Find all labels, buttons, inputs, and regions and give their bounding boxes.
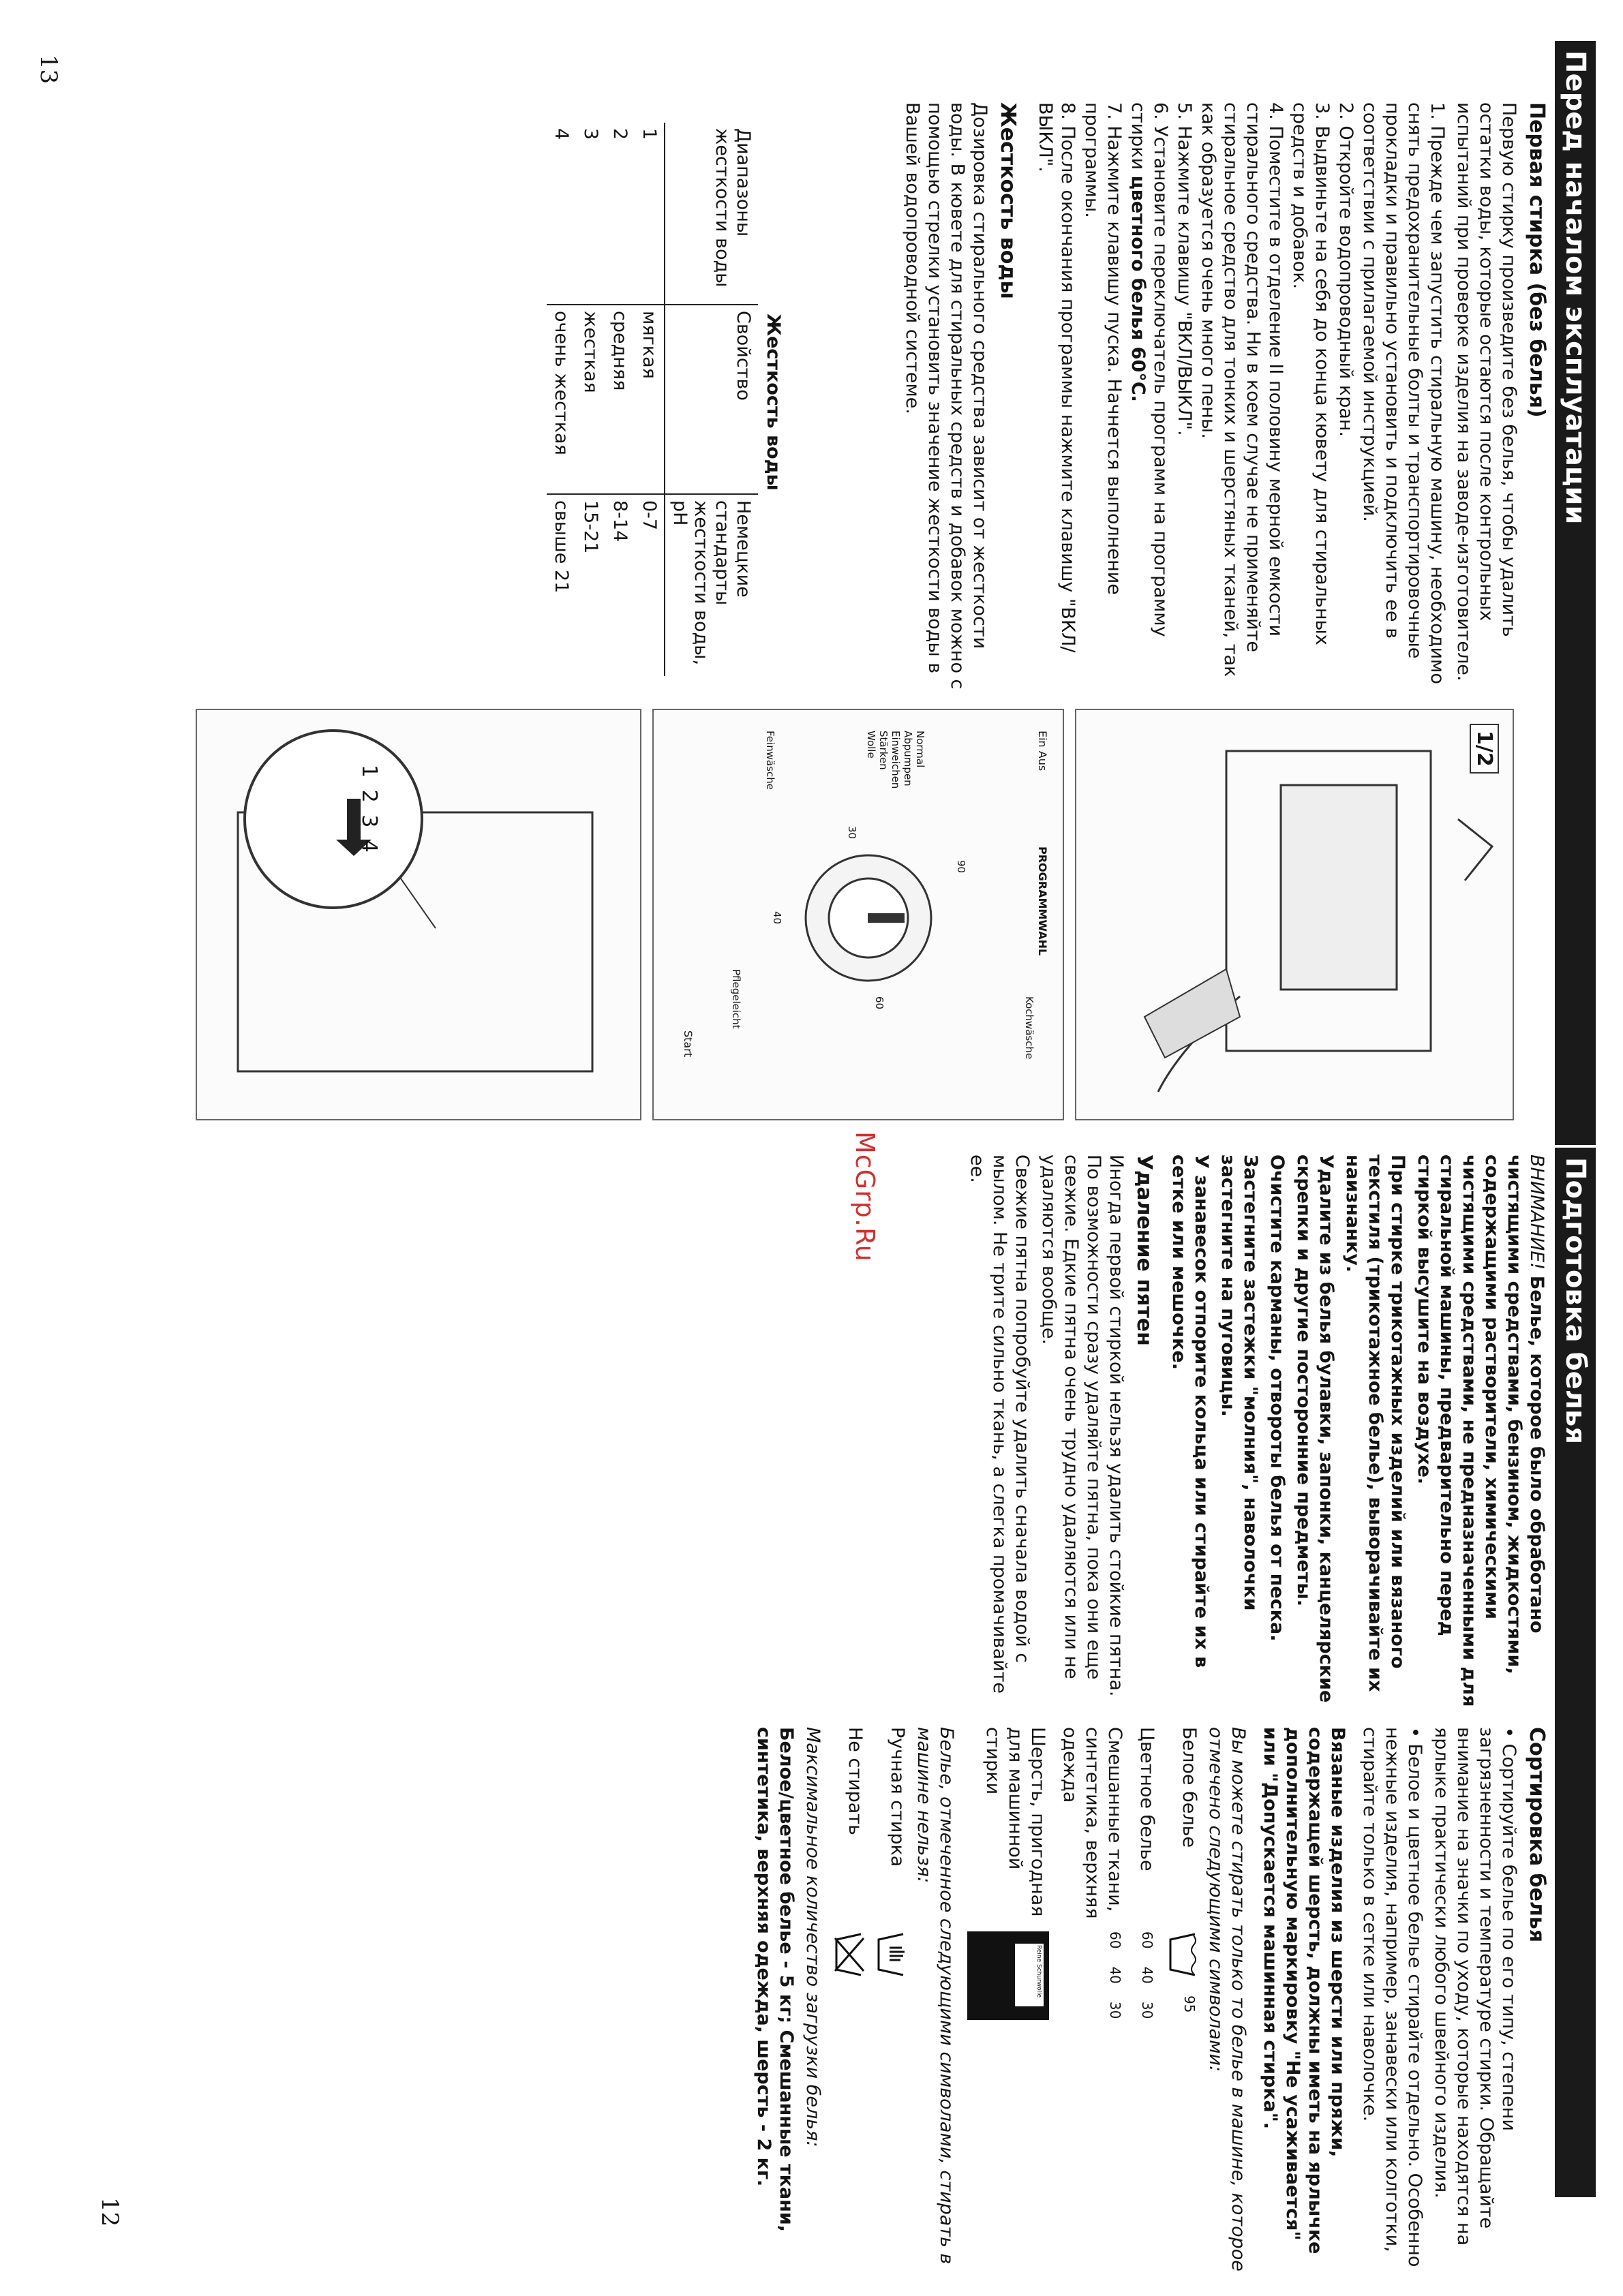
attention-lead: ВНИМАНИЕ!	[1526, 1154, 1547, 1270]
table-cell: мягкая	[635, 305, 665, 494]
step-6-bold: цветного белья 60°С.	[1127, 175, 1149, 402]
feinwasche-label: Feinwäsche	[764, 731, 776, 790]
table-row	[576, 123, 605, 676]
table-cell: 15-21	[576, 494, 605, 676]
temp-value: 60	[1107, 1931, 1123, 1949]
step-item: 8. После окончания программы нажмите клавишу "ВКЛ/ВЫКЛ".	[1035, 102, 1078, 653]
machine-wash-intro: Вы можете стирать только то белье в машине, которое отмечено следующими символами:	[1205, 1727, 1249, 2271]
first-wash-section	[897, 102, 1548, 702]
step-item	[1127, 102, 1172, 702]
hardness-selector-illustration	[196, 709, 641, 1120]
symbol-row-wool	[967, 1727, 1049, 2272]
symbol-label: Не стирать	[845, 1727, 866, 1835]
program-title: PROGRAMMWAHL	[1036, 846, 1049, 956]
program-dial	[790, 840, 947, 996]
option-label: Stärken	[877, 731, 890, 770]
table-cell: 3	[580, 128, 601, 140]
bullet-text: Сортируйте белье по его типу, степени загрязненности и температуре стирки. Обращайте внимание на значки по уходу, которые находятся на ярлыке практически любого швейного изделия.	[1431, 1727, 1519, 2246]
table-cell: жесткая	[576, 305, 605, 494]
stains-title: Удаление пятен	[1132, 1154, 1156, 1346]
stains-fresh: Свежие пятна попробуйте удалить сначала водой с мылом. Не трите сильно ткань, а слегка промачивайте ее.	[967, 1154, 1033, 1694]
table-row	[635, 123, 665, 676]
step-6-text: 6. Установите переключатель программ на программу стирки	[1127, 102, 1171, 637]
step-item: 2. Откройте водопроводный кран.	[1335, 102, 1356, 438]
sorting-bullet: • Сортируйте белье по его типу, степени загрязненности и температуре стирки. Обращайте внимание на значки по уходу, которые находятся на ярлыке практически любого швейного изделия.	[1431, 1727, 1519, 2246]
table-cell: 4	[551, 128, 572, 140]
temp-value: 40	[1139, 1966, 1155, 1984]
wool-label-icon	[967, 1931, 1049, 2020]
wool-note: Вязаные изделия из шерсти или пряжи, содержащей шерсть, должны иметь на ярлычке дополнительную маркировку "Не усаживается" или "Допускается машинная стирка".	[1260, 1727, 1348, 2254]
hardness-table-title: Жесткость воды	[763, 313, 784, 491]
symbol-label: Смешанные ткани, синтетика, верхняя одежда	[1059, 1727, 1125, 1919]
column-header: Диапазоны жесткости воды	[665, 123, 758, 305]
pins-note: Удалите из белья булавки, запонки, канцелярские скрепки и другие посторонние предметы.	[1293, 1154, 1337, 1703]
symbol-label: Шерсть, пригодная для машинной стирки	[982, 1727, 1048, 1917]
section-banner: Подготовка белья	[1555, 1148, 1596, 2197]
step-item: 4. Поместите в отделение II половину мерной емкости стирального средства. Ни в коем случае не применяйте стиральное средство для тонких и шерстяных тканей, так как образуется очень много пены.	[1198, 102, 1286, 677]
sorting-bullet: • Белое и цветное белье стирайте отдельно. Особенно нежные изделия, например, занавески или колготки, стирайте только в сетке или наволочке.	[1359, 1727, 1425, 2267]
table-cell: 8-14	[605, 494, 635, 676]
table-row	[547, 123, 576, 676]
sorting-title: Сортировка белья	[1525, 1727, 1549, 1943]
wash-tub-95-icon	[1168, 1931, 1200, 1978]
kochwasche-label: Kochwäsche	[1023, 996, 1035, 1060]
step-item: 3. Выдвиньте на себя до конца кювету для стиральных средств и добавок.	[1289, 102, 1333, 645]
table-row	[605, 123, 635, 676]
dial-value: 90	[955, 860, 967, 874]
symbol-label: Цветное белье	[1136, 1727, 1157, 1871]
knit-note: При стирке трикотажных изделий или вязаного текстиля (трикотажное белье), выворачивайте их наизнанку.	[1342, 1154, 1408, 1692]
symbol-row-colored	[1136, 1727, 1158, 2272]
table-cell: 1	[639, 128, 660, 140]
option-label: Abpumpen	[902, 731, 914, 786]
max-load: Белое/цветное белье - 5 кг; Смешанные ткани, синтетика, верхняя одежда, шерсть - 2 кг.	[753, 1727, 797, 2233]
first-wash-intro: Первую стирку произведите без белья, чтобы удалить остатки воды, которые остаются после контрольных испытаний при проверке изделия на заводе-изготовителе.	[1453, 102, 1519, 682]
table-cell: 2	[609, 128, 631, 140]
bullet-text: Белое и цветное белье стирайте отдельно. Особенно нежные изделия, например, занавески или колготки, стирайте только в сетке или наволочке.	[1359, 1727, 1425, 2267]
page-12	[0, 1148, 1623, 2296]
no-machine-intro: Белье, отмеченное следующими символами, стирать в машине нельзя:	[913, 1727, 957, 2265]
attention-column	[962, 1154, 1548, 1713]
temp-value: 40	[1107, 1966, 1123, 1984]
drawer-illustration	[1075, 709, 1514, 1120]
hardness-table	[547, 123, 758, 676]
dial-value: 30	[846, 826, 858, 840]
step-item: 5. Нажмите клавишу "ВКЛ/ВЫКЛ".	[1174, 102, 1195, 436]
measure-label: 1/2	[1470, 724, 1499, 774]
table-cell: свыше 21	[547, 494, 576, 676]
table-header-row	[665, 123, 758, 676]
symbol-label: Ручная стирка	[887, 1727, 908, 1867]
pockets-note: Очистите карманы, отвороты белья от песка.	[1266, 1154, 1288, 1642]
table-cell: средняя	[605, 305, 635, 494]
option-label: Wolle	[865, 731, 877, 759]
symbol-label: Белое белье	[1179, 1727, 1200, 1848]
zips-note: Застегните застежки "молния", наволочки застегните на пуговицы.	[1217, 1154, 1261, 1611]
temp-value: 30	[1139, 2001, 1155, 2019]
start-label: Start	[682, 1030, 695, 1058]
control-panel-illustration	[652, 709, 1064, 1120]
column-header: Немецкие стандарты жесткости воды, рН	[665, 494, 758, 676]
hardness-scale-numbers: 1 2 3 4	[357, 765, 381, 855]
step-item: 7. Нажмите клавишу пуска. Начнется выполнение программы.	[1081, 102, 1125, 595]
program-options	[865, 731, 926, 789]
dial-value: 60	[873, 996, 885, 1010]
hardness-text: Дозировка стирального средства зависит от жесткости воды. В кювете для стиральных средств и добавок можно с помощью стрелки установить значение жесткости воды в Вашей водопроводной системе.	[902, 102, 990, 690]
pflegeleicht-label: Pflegeleicht	[730, 969, 742, 1029]
page-number: 13	[35, 55, 62, 85]
column-header: Свойство	[665, 305, 758, 494]
temp-value: 95	[1181, 1995, 1198, 2013]
page-number: 12	[96, 2197, 123, 2227]
option-label: Einweichen	[890, 731, 902, 789]
section-banner: Перед началом эксплуатации	[1555, 41, 1596, 1145]
stains-text: Иногда первой стиркой нельзя удалить стойкие пятна. По возможности сразу удаляйте пятна, пока они еще свежие. Едкие пятна очень трудно удаляются или не удаляются вообще.	[1038, 1154, 1127, 1697]
hardness-table-block	[547, 123, 785, 682]
step-item: 1. Прежде чем запустить стиральную машину, необходимо снять предохранительные болты и транспортировочные прокладки и правильно установить и подключить ее в соответствии с прилагаемой инструкцией.	[1359, 102, 1448, 684]
symbol-row-white	[1168, 1727, 1200, 2272]
table-cell: очень жесткая	[547, 305, 576, 494]
option-label: Normal	[914, 731, 926, 768]
no-wash-icon	[834, 1931, 866, 1978]
hand-wash-icon	[876, 1931, 909, 1978]
symbol-row-nowash	[834, 1727, 866, 2272]
max-load-intro: Максимальное количество загрузки белья:	[802, 1727, 823, 2147]
dial-value: 40	[771, 911, 783, 925]
wool-label-text: Reine Schurwolle	[1015, 1944, 1044, 2006]
drawer-drawing	[1076, 710, 1513, 1119]
symbol-row-mixed	[1059, 1727, 1126, 2272]
symbol-row-handwash	[876, 1727, 909, 2272]
first-wash-title: Первая стирка (без белья)	[1525, 102, 1549, 418]
onoff-label: Ein Aus	[1036, 731, 1049, 771]
attention-text: Белье, которое было обработано чистящими средствами, бензином, жидкостями, содержащими растворители, химическими чистящими средствами, не предназначенными для стиральной машины, предварительно перед стиркой высушите на воздухе.	[1414, 1154, 1547, 1707]
temp-value: 30	[1107, 2001, 1123, 2019]
first-wash-steps	[1034, 102, 1448, 702]
table-cell: 0-7	[635, 494, 665, 676]
temp-value: 60	[1139, 1931, 1155, 1949]
curtains-note: У занавесок отпорите кольца или стирайте их в сетке или мешочке.	[1168, 1154, 1212, 1668]
sorting-column	[748, 1727, 1548, 2272]
selector-drawing	[197, 710, 640, 1119]
hardness-title: Жесткость воды	[996, 102, 1020, 299]
watermark: McGrp.Ru	[850, 1131, 880, 1262]
